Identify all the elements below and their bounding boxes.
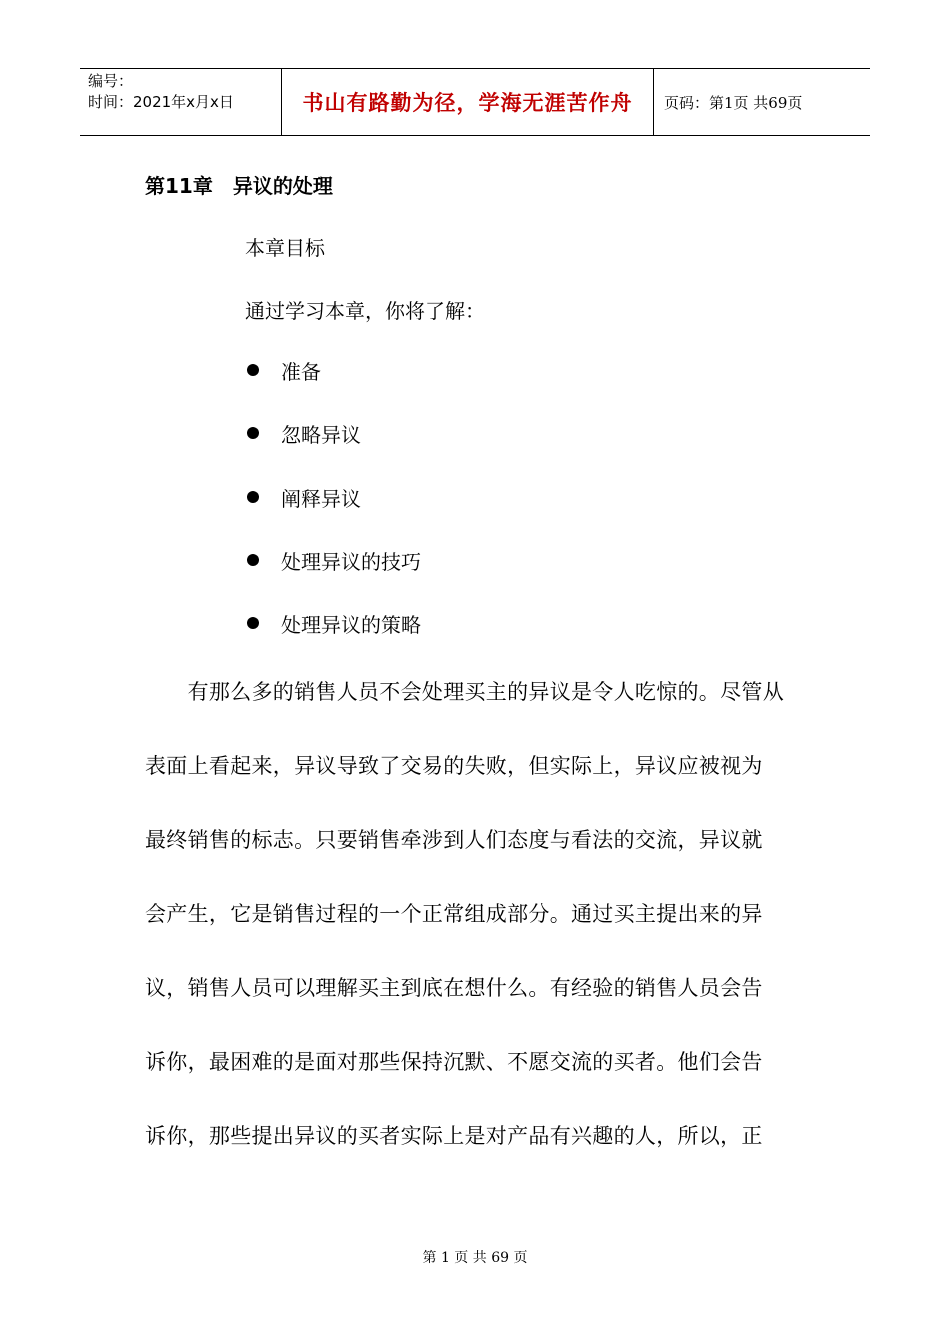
list-item: 处理异议的技巧	[245, 546, 421, 609]
paragraph-line: 诉你，那些提出异议的买者实际上是对产品有兴趣的人，所以，正	[145, 1124, 763, 1148]
paragraph-line: 最终销售的标志。只要销售牵涉到人们态度与看法的交流，异议就	[145, 828, 763, 852]
paragraph-line: 表面上看起来，异议导致了交易的失败，但实际上，异议应被视为	[145, 754, 763, 778]
time-label: 时间：2021年x月x日	[88, 93, 234, 111]
list-item: 忽略异议	[245, 419, 421, 482]
goal-list	[245, 356, 421, 672]
header-meta-cell	[80, 69, 282, 135]
motto-text: 书山有路勤为径，学海无涯苦作舟	[302, 90, 633, 115]
chapter-name: 异议的处理	[232, 174, 333, 198]
goal-intro: 通过学习本章，你将了解：	[245, 299, 485, 323]
page-footer: 第 1 页 共 69 页	[422, 1250, 528, 1266]
header-page-cell	[654, 69, 870, 135]
bullet-icon	[247, 491, 259, 503]
list-item: 准备	[245, 356, 421, 419]
header-table	[80, 68, 870, 136]
paragraph-line: 诉你，最困难的是面对那些保持沉默、不愿交流的买者。他们会告	[145, 1050, 763, 1074]
chapter-number: 第11章	[145, 174, 213, 198]
goal-heading: 本章目标	[245, 236, 325, 260]
paragraph-line: 会产生，它是销售过程的一个正常组成部分。通过买主提出来的异	[145, 902, 763, 926]
bullet-icon	[247, 427, 259, 439]
list-item: 处理异议的策略	[245, 609, 421, 672]
bullet-icon	[247, 617, 259, 629]
bullet-icon	[247, 554, 259, 566]
bullet-icon	[247, 364, 259, 376]
paragraph-line: 有那么多的销售人员不会处理买主的异议是令人吃惊的。尽管从	[145, 680, 784, 704]
list-item: 阐释异议	[245, 483, 421, 546]
paragraph-line: 议，销售人员可以理解买主到底在想什么。有经验的销售人员会告	[145, 976, 763, 1000]
number-label: 编号：	[88, 72, 134, 90]
header-motto-cell	[282, 69, 654, 135]
body-paragraph	[145, 676, 810, 1194]
page-code: 页码：第1页 共69页	[664, 93, 803, 112]
chapter-title	[145, 170, 333, 199]
